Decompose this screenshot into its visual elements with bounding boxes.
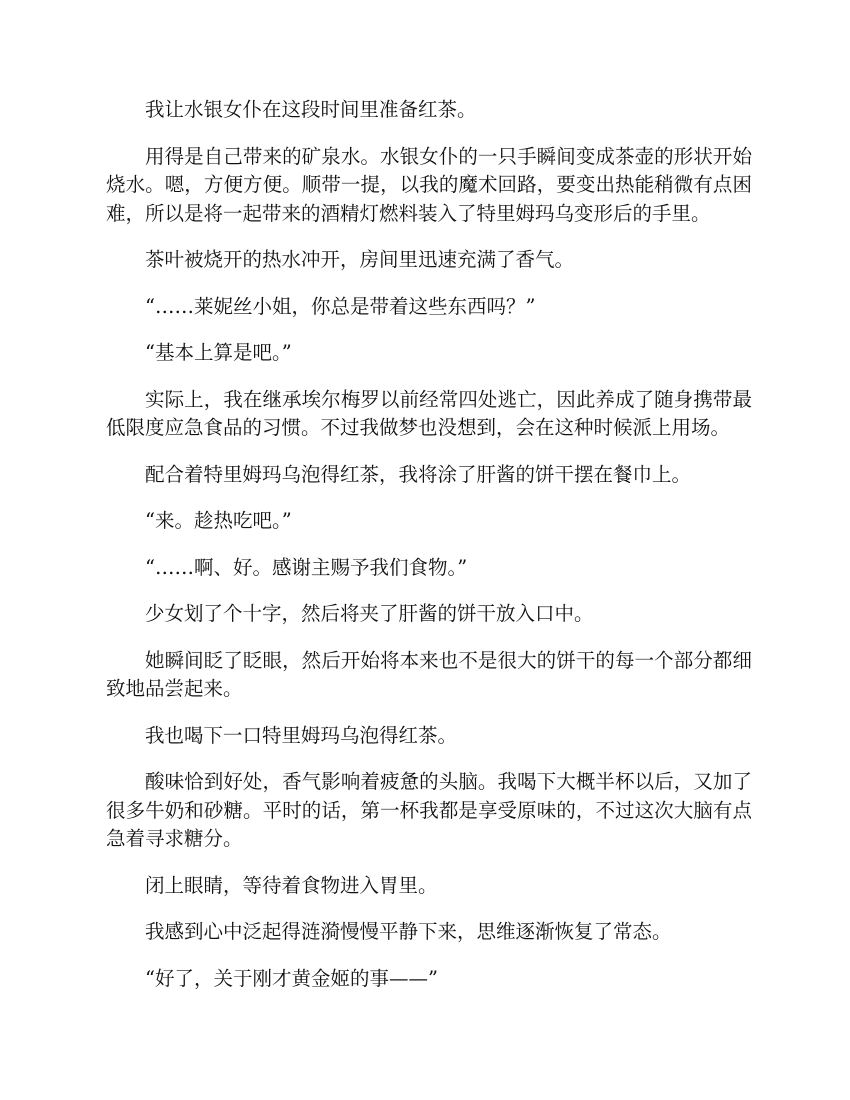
paragraph: 少女划了个十字，然后将夹了肝酱的饼干放入口中。 xyxy=(145,602,594,625)
dialogue-paragraph: “来。趁热吃吧。” xyxy=(145,509,292,532)
dialogue-paragraph: “……啊、好。感谢主赐予我们食物。” xyxy=(145,555,468,579)
paragraph: 实际上，我在继承埃尔梅罗以前经常四处逃亡，因此养成了随身携带最低限度应急食品的习惯。不过我做梦也没想到，会在这种时候派上用场。 xyxy=(106,387,752,439)
paragraph: 我让水银女仆在这段时间里准备红茶。 xyxy=(145,98,477,121)
paragraph: 闭上眼睛，等待着食物进入胃里。 xyxy=(145,873,438,897)
paragraph: 我也喝下一口特里姆玛乌泡得红茶。 xyxy=(145,723,458,747)
paragraph: 配合着特里姆玛乌泡得红茶，我将涂了肝酱的饼干摆在餐巾上。 xyxy=(145,462,692,486)
dialogue-paragraph: “基本上算是吧。” xyxy=(145,341,292,364)
document-body xyxy=(106,96,752,1011)
dialogue-paragraph: “好了，关于刚才黄金姬的事——” xyxy=(145,966,438,990)
paragraph: 她瞬间眨了眨眼，然后开始将本来也不是很大的饼干的每一个部分都细致地品尝起来。 xyxy=(106,648,752,700)
paragraph: 我感到心中泛起得涟漪慢慢平静下来，思维逐渐恢复了常态。 xyxy=(145,920,672,943)
paragraph: 用得是自己带来的矿泉水。水银女仆的一只手瞬间变成茶壶的形状开始烧水。嗯，方便方便。顺带一提，以我的魔术回路，要变出热能稍微有点困难，所以是将一起带来的酒精灯燃料装入了特里姆玛乌变形后的手里。 xyxy=(106,144,752,225)
paragraph: 酸味恰到好处，香气影响着疲惫的头脑。我喝下大概半杯以后，又加了很多牛奶和砂糖。平时的话，第一杯我都是享受原味的，不过这次大脑有点急着寻求糖分。 xyxy=(106,770,752,850)
paragraph: 茶叶被烧开的热水冲开，房间里迅速充满了香气。 xyxy=(145,248,575,271)
dialogue-paragraph: “……莱妮丝小姐，你总是带着这些东西吗？” xyxy=(145,294,536,318)
